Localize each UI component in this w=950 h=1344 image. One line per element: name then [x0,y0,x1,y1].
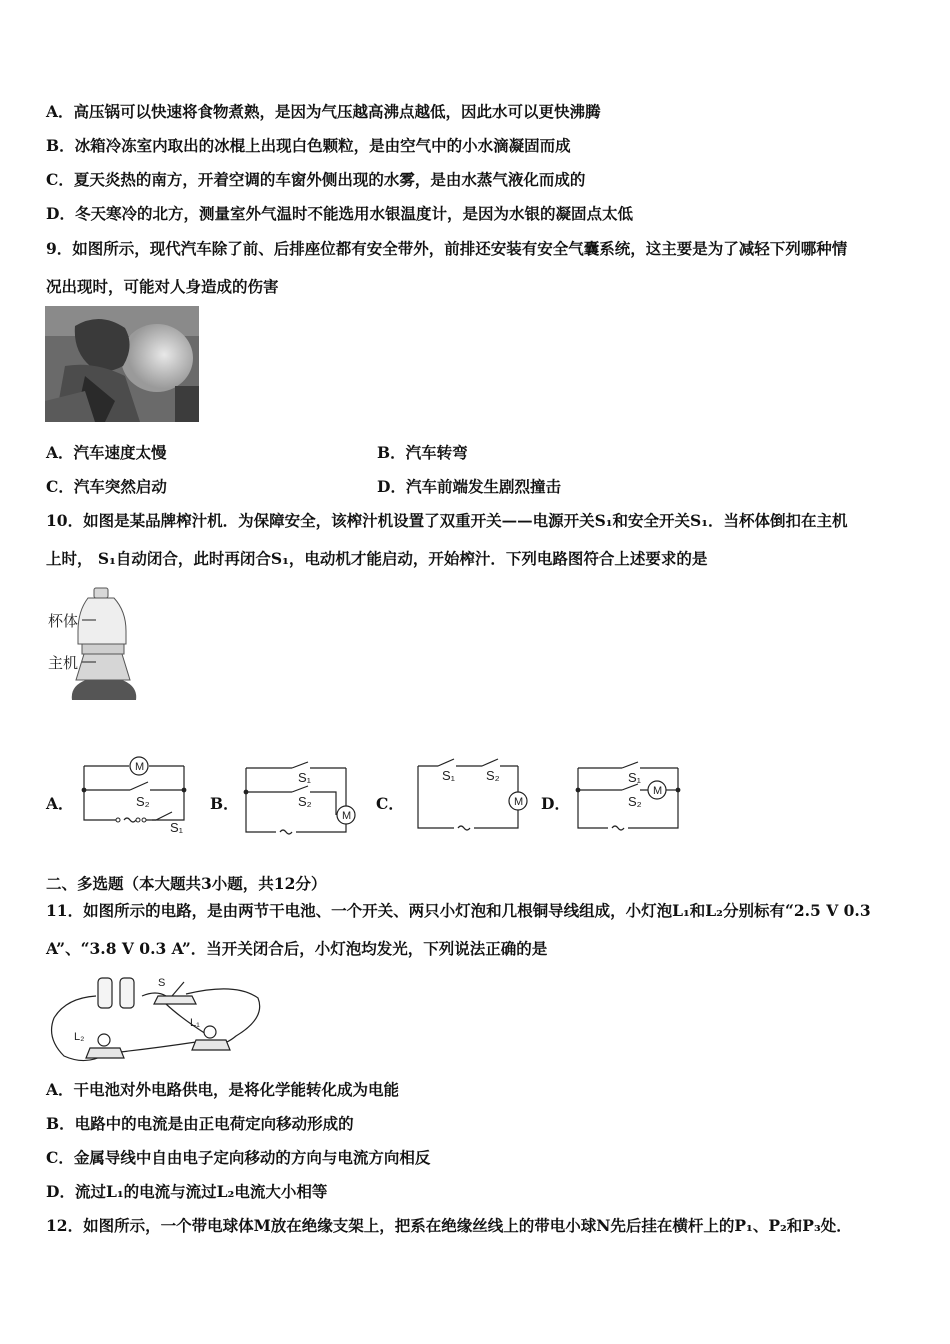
q10-stem-line2: 上时， S₁自动闭合，此时再闭合S₁，电动机才能启动，开始榨汁．下列电路图符合上述要求的是 [46,549,708,568]
circuit-d-s2: S₂ [628,794,642,809]
q11-circuit-figure [46,968,266,1068]
circuit-d [568,758,692,838]
q9-option-d: D．汽车前端发生剧烈撞击 [377,477,561,496]
q11-option-c: C．金属导线中自由电子定向移动的方向与电流方向相反 [46,1148,431,1167]
q10-option-c-label: C． [376,794,404,813]
juicer-figure [46,586,156,706]
q12-stem-line1: 12．如图所示，一个带电球体M放在绝缘支架上，把系在绝缘丝线上的带电小球N先后挂在横杆上的P₁、P₂和P₃处． [46,1216,852,1235]
q11-stem-line2: A”、“3.8 V 0.3 A”．当开关闭合后，小灯泡均发光，下列说法正确的是 [46,939,548,958]
q11-stem-line1: 11．如图所示的电路，是由两节干电池、一个开关、两只小灯泡和几根铜导线组成，小灯泡L₁和L₂分别标有“2.5 V 0.3 [46,901,871,920]
circuit-c-s2: S₂ [486,768,500,783]
circuit-b-s1: S₁ [298,770,312,785]
q11-option-a: A．干电池对外电路供电，是将化学能转化成为电能 [46,1080,400,1099]
circuit-c-motor: M [514,796,524,808]
circuit-c [408,756,532,836]
q11-option-d: D．流过L₁的电流与流过L₂电流大小相等 [46,1182,328,1201]
q9-option-a: A．汽车速度太慢 [46,443,167,462]
circuit-a-s2: S₂ [136,794,150,809]
q8-option-c: C．夏天炎热的南方，开着空调的车窗外侧出现的水雾，是由水蒸气液化而成的 [46,170,586,189]
q10-option-d-label: D． [541,794,570,813]
circuit-d-motor: M [653,785,663,797]
juicer-label-cup: 杯体 [48,613,79,630]
circuit-b-s2: S₂ [298,794,312,809]
airbag-photo [45,306,199,422]
q8-option-a: A．高压锅可以快速将食物煮熟，是因为气压越高沸点越低，因此水可以更快沸腾 [46,102,601,121]
circuit-a [74,740,194,840]
q10-stem-line1: 10．如图是某品牌榨汁机．为保障安全，该榨汁机设置了双重开关——电源开关S₁和安全开关S₁．当杯体倒扣在主机 [46,511,848,530]
q9-option-c: C．汽车突然启动 [46,477,167,496]
q9-option-b: B．汽车转弯 [377,443,468,462]
circuit-a-s1: S₁ [170,820,184,835]
juicer-label-base: 主机 [48,655,79,672]
q9-stem-line1: 9．如图所示，现代汽车除了前、后排座位都有安全带外，前排还安装有安全气囊系统，这主要是为了减轻下列哪种情 [46,239,848,258]
q8-option-b: B．冰箱冷冻室内取出的冰棍上出现白色颗粒，是由空气中的小水滴凝固而成 [46,136,571,155]
q11-fig-l2-label: L₂ [74,1031,85,1043]
section2-title: 二、多选题（本大题共3小题，共12分） [46,874,327,893]
q10-option-a-label: A． [46,794,74,813]
q9-stem-line2: 况出现时，可能对人身造成的伤害 [46,277,279,296]
circuit-d-s1: S₁ [628,770,642,785]
circuit-a-motor: M [135,761,145,773]
q8-option-d: D．冬天寒冷的北方，测量室外气温时不能选用水银温度计，是因为水银的凝固点太低 [46,204,633,223]
circuit-c-s1: S₁ [442,768,456,783]
q10-option-b-label: B． [210,794,239,813]
q11-fig-switch-label: S [158,977,166,989]
circuit-b [236,758,366,840]
q11-option-b: B．电路中的电流是由正电荷定向移动形成的 [46,1114,354,1133]
circuit-b-motor: M [342,810,352,822]
q11-fig-l1-label: L₁ [190,1017,200,1029]
